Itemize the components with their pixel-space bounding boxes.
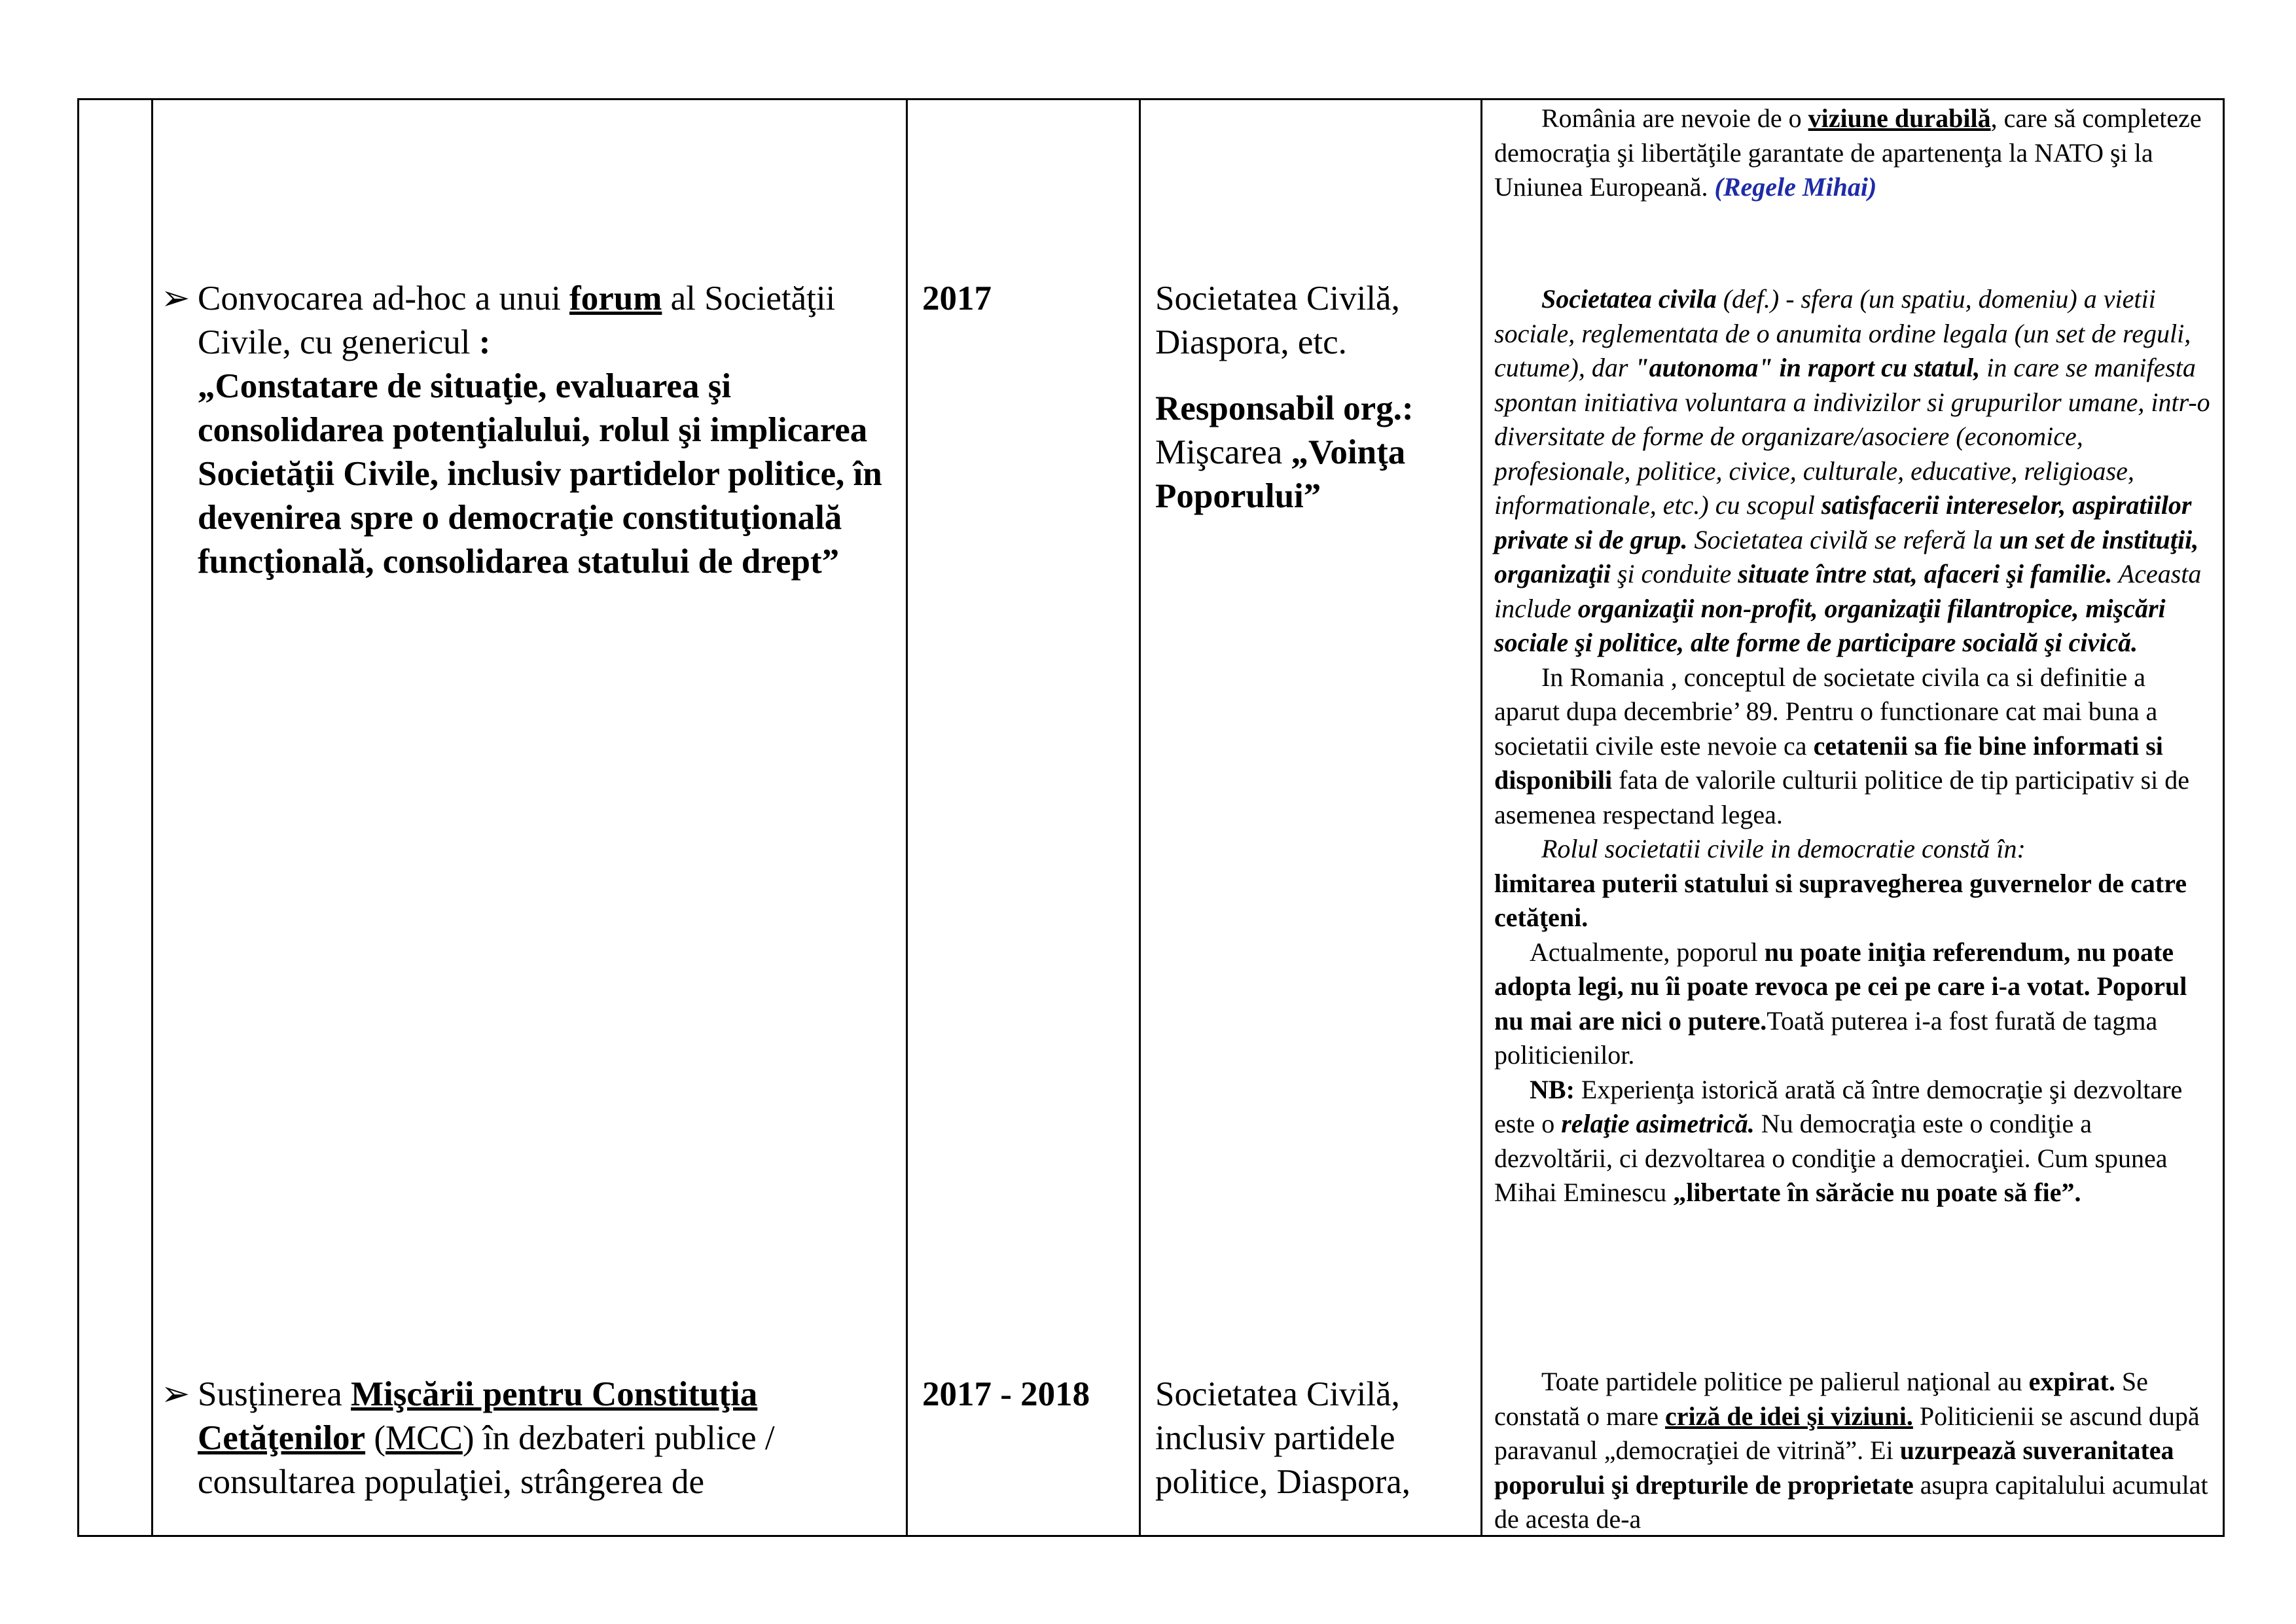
index-column — [79, 99, 152, 1536]
year-2017: 2017 — [922, 280, 992, 317]
forum-keyword: forum — [569, 280, 662, 317]
author-regele-mihai: (Regele Mihai) — [1714, 172, 1877, 202]
forum-title: „Constatare de situaţie, evaluarea şi consolidarea potenţialului, rolul şi implicarea Societăţii Civile, inclusiv partidelor politice, în devenirea spre o democraţie constituţională funcţională, consolidarea statului de drept” — [198, 367, 882, 581]
year-2017-2018: 2017 - 2018 — [922, 1375, 1090, 1413]
arrow-bullet-icon: ➢ — [161, 280, 190, 317]
mcc-name: Mişcării pentru Constituţia Cetăţenilor — [198, 1375, 758, 1457]
responsible-forum: Societatea Civilă, Diaspora, etc. Responsabil org.: Mişcarea „Voinţa Poporului” — [1155, 280, 1414, 515]
document-table — [77, 98, 2225, 1537]
action-column — [152, 99, 907, 1536]
responsible-column — [1140, 99, 1482, 1536]
responsible-mcc: Societatea Civilă, inclusiv partidele politice, Diaspora, — [1155, 1375, 1411, 1501]
note-parties: Toate partidele politice pe palierul naţional au expirat. Se constată o mare criză de idei şi viziuni. Politicienii se ascund după paravanul „democraţiei de vitrină”. Ei uzurpează suveranitatea poporului şi drepturile de proprietate asupra capitalului acumulat de acesta de-a — [1494, 1367, 2208, 1534]
action-item-forum: ➢ Convocarea ad-hoc a unui forum al Societăţii Civile, cu genericul : „Constatare de situaţie, evaluarea şi consolidarea potenţialului, rolul şi implicarea Societăţii Civile, inclusiv partidelor politice, în devenirea spre o democraţie constituţională funcţională, consolidarea statului de drept” — [198, 277, 891, 584]
notes-column — [1482, 99, 2224, 1536]
note-vision: România are nevoie de o viziune durabilă, care să completeze democraţia şi libertăţile garantate de apartenenţa la NATO şi la Uniunea Europeană. (Regele Mihai) — [1494, 103, 2202, 202]
action-item-mcc: ➢ Susţinerea Mişcării pentru Constituţia Cetăţenilor (MCC) în dezbateri publice / consultarea populaţiei, strângerea de — [198, 1373, 891, 1504]
note-civil-society: Societatea civila (def.) - sfera (un spatiu, domeniu) a vietii sociale, reglementata de o anumita ordine legala (un set de reguli, cutume), dar "autonoma" in raport cu statul, in care se manifesta spontan initiativa voluntara a indivizilor si grupurilor umane, intr-o diversitate de forme de organizare/asociere (economice, profesionale, politice, civice, culturale, educative, religioase, informationale, etc.) cu scopul satisfacerii intereselor, aspiratiilor private si de grup. Societatea civilă se referă la un set de instituţii, organizaţii şi conduite situate între stat, afaceri şi familie. Aceasta include organizaţii non-profit, organizaţii filantropice, mişcări sociale şi politice, alte forme de participare socială şi civică. In Romania , conceptul de societate civila ca si definitie a aparut dupa decembrie’ 89. Pentru o functionare cat mai buna a societatii civile este nevoie ca cetatenii sa fie bine informati si disponibili fata de valorile culturii politice de tip participativ si de asemenea respectand legea. Rolul societatii civile in democratie constă în: limitarea puterii statului si supravegherea guvernelor de catre cetăţeni. Actualmente, poporul nu poate iniţia referendum, nu poate adopta legi, nu îi poate revoca pe cei pe care i-a votat. Poporul nu mai are nici o putere.Toată puterea i-a fost furată de tagma politicienilor. NB: Experienţa istorică arată că între democraţie şi dezvoltare este o relaţie asimetrică. Nu democraţia este o condiţie a dezvoltării, ci dezvoltarea o condiţie a democraţiei. Cum spunea Mihai Eminescu „libertate în sărăcie nu poate să fie”. — [1494, 284, 2210, 1207]
arrow-bullet-icon: ➢ — [161, 1375, 190, 1413]
year-column — [907, 99, 1140, 1536]
